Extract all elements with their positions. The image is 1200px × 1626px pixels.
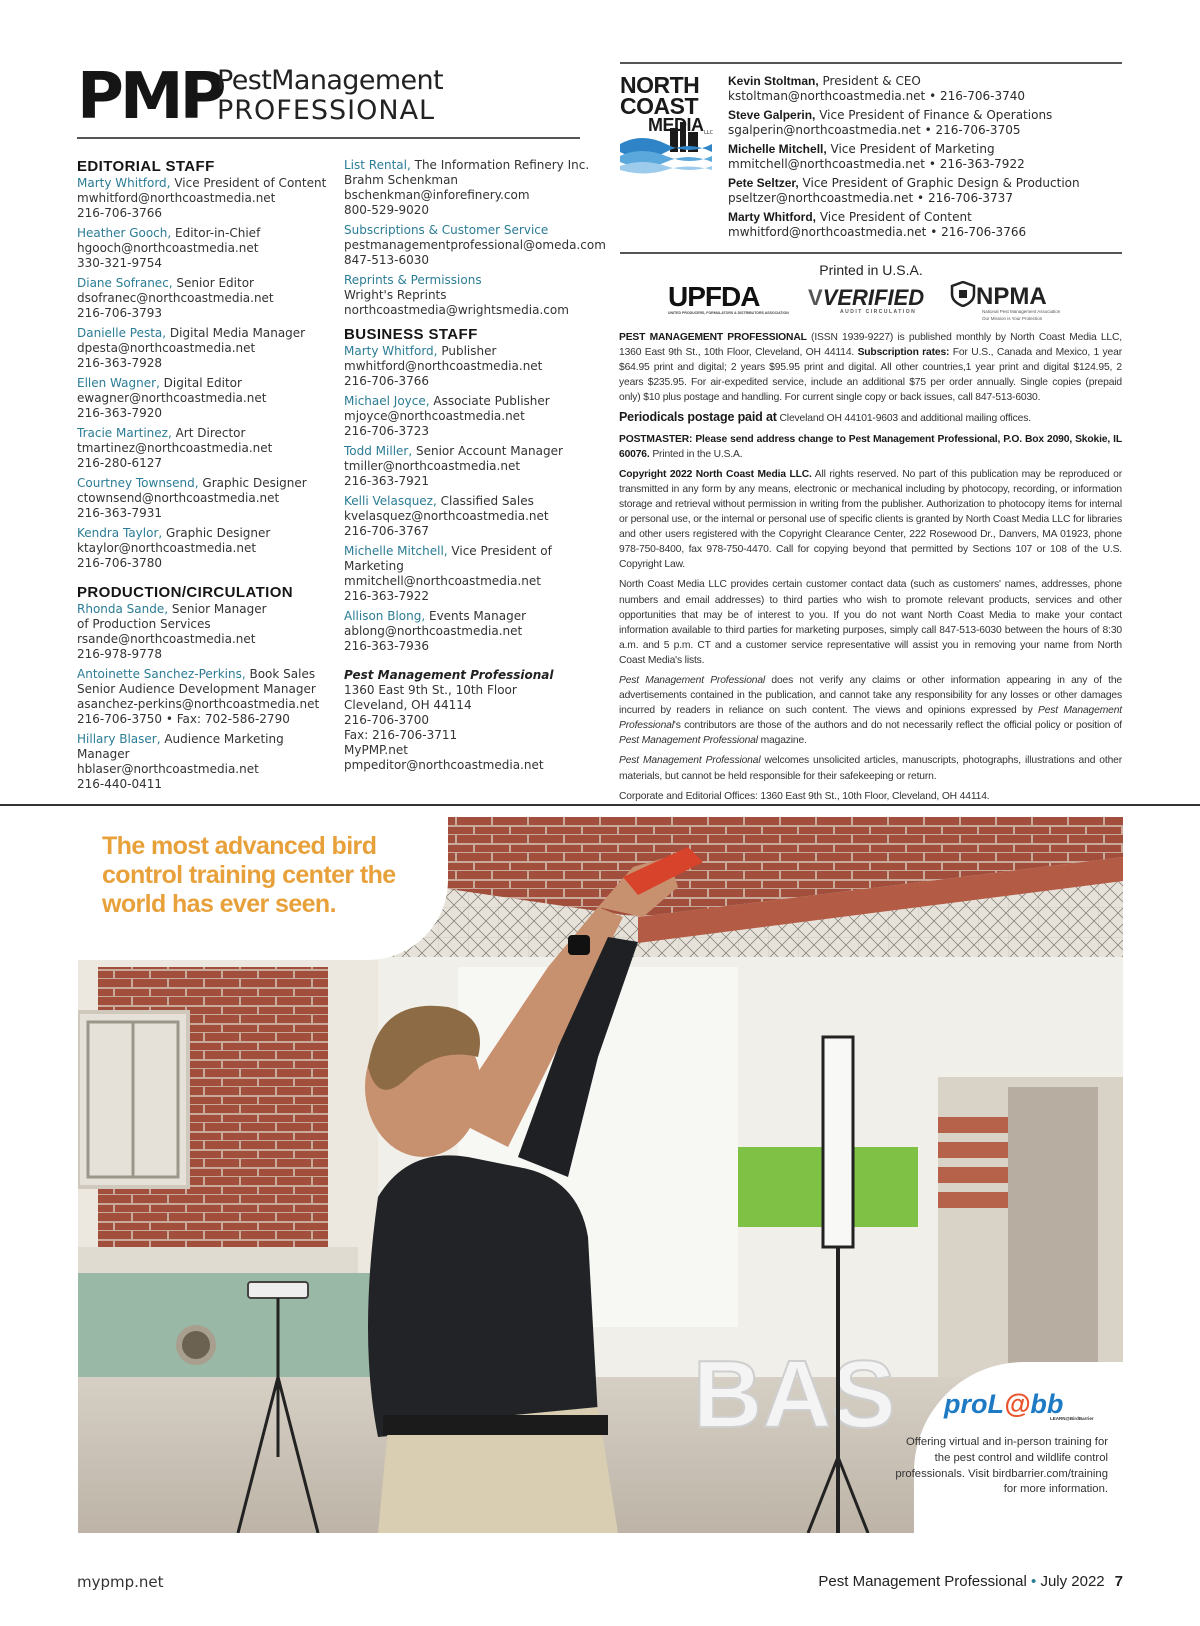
- staff-title: Senior Account Manager: [412, 444, 563, 458]
- ncm-officer-heading: [728, 74, 1123, 89]
- north-coast-media-logo: [620, 74, 715, 178]
- legal-offices: Corporate and Editorial Offices: 1360 East 9th St., 10th Floor, Cleveland, OH 44114.: [619, 790, 990, 802]
- production-entry-heading: [77, 667, 332, 682]
- editorial-entry-heading: [77, 476, 332, 491]
- staff-title: Events Manager: [425, 609, 527, 623]
- staff-column-right: [344, 158, 606, 773]
- legal-postage: Periodicals postage paid at Cleveland OH 44101-9603 and additional mailing offices.: [619, 410, 1031, 425]
- ncm-officer: [728, 210, 1123, 239]
- staff-name: Hillary Blaser,: [77, 732, 161, 746]
- staff-column-left: [77, 158, 332, 797]
- ncm-logo-word-north: NORTH: [620, 72, 700, 98]
- staff-name: Subscriptions & Customer Service: [344, 223, 549, 237]
- staff-name: Allison Blong,: [344, 609, 426, 623]
- office-line: Fax: 216-706-3711: [344, 728, 458, 742]
- services-entry: [344, 273, 594, 318]
- legal-submissions: Pest Management Professional welcomes unsolicited articles, manuscripts, photographs, illustrations and other materials, but cannot be held responsible for their safekeeping or return.: [619, 755, 1122, 782]
- production-entry-heading: [77, 732, 332, 762]
- staff-contact-line: of Production Services: [77, 617, 211, 631]
- office-line: 1360 East 9th St., 10th Floor: [344, 683, 517, 697]
- staff-name: Courtney Townsend,: [77, 476, 199, 490]
- footer-site: mypmp.net: [77, 1573, 164, 1591]
- staff-title: Editor-in-Chief: [171, 226, 261, 240]
- staff-contact-line: tmiller@northcoastmedia.net: [344, 459, 521, 473]
- verified-logo-subtitle: AUDIT CIRCULATION: [840, 309, 917, 315]
- north-coast-media-block: [620, 62, 1122, 254]
- staff-contact-line: bschenkman@inforefinery.com: [344, 188, 530, 202]
- staff-title: Graphic Designer: [198, 476, 307, 490]
- staff-contact-line: 847-513-6030: [344, 253, 430, 267]
- editorial-list: [77, 176, 332, 571]
- office-publication-name: Pest Management Professional: [344, 668, 554, 682]
- business-entry-heading: [344, 394, 594, 409]
- staff-contact-line: 216-363-7920: [77, 406, 163, 420]
- staff-name: Tracie Martinez,: [77, 426, 172, 440]
- staff-contact-line: 216-440-0411: [77, 777, 163, 791]
- editorial-entry: [77, 526, 332, 571]
- ncm-officer-name: Marty Whitford,: [728, 210, 816, 224]
- staff-name: Kendra Taylor,: [77, 526, 163, 540]
- editorial-entry-heading: [77, 276, 332, 291]
- editorial-entry-heading: [77, 426, 332, 441]
- footer-folio: [818, 1573, 1123, 1590]
- ncm-officer-contact: mwhitford@northcoastmedia.net • 216-706-3766: [728, 224, 1027, 239]
- pmp-logo-line2: PROFESSIONAL: [217, 95, 436, 126]
- staff-contact-line: northcoastmedia@wrightsmedia.com: [344, 303, 569, 317]
- editorial-entry-heading: [77, 226, 332, 241]
- staff-name: Kelli Velasquez,: [344, 494, 437, 508]
- editorial-entry-heading: [77, 176, 332, 191]
- staff-contact-line: 216-706-3767: [344, 524, 430, 538]
- upfda-logo: [668, 281, 789, 315]
- ncm-officer-title: Vice President of Marketing: [826, 142, 995, 156]
- ncm-officer-name: Pete Seltzer,: [728, 176, 799, 190]
- staff-contact-line: rsande@northcoastmedia.net: [77, 632, 256, 646]
- staff-contact-line: mmitchell@northcoastmedia.net: [344, 574, 541, 588]
- services-entry-heading: [344, 223, 594, 238]
- business-entry: [344, 394, 594, 439]
- footer-publication: Pest Management Professional: [818, 1573, 1027, 1590]
- staff-contact-line: 216-363-7931: [77, 506, 163, 520]
- prolabb-logo-at: @: [1004, 1389, 1031, 1419]
- ncm-logo-word-media: MEDIA: [648, 115, 704, 135]
- ncm-officer-heading: [728, 210, 1123, 225]
- staff-contact-line: hblaser@northcoastmedia.net: [77, 762, 259, 776]
- ad-info-text: Offering virtual and in-person training for the pest control and wildlife control professionals. Visit birdbarrier.com/training for more information.: [895, 1436, 1108, 1496]
- ncm-officer-title: Vice President of Graphic Design & Production: [798, 176, 1080, 190]
- staff-title: Publisher: [437, 344, 497, 358]
- footer-date: July 2022: [1040, 1573, 1105, 1590]
- staff-contact-line: 216-363-7922: [344, 589, 430, 603]
- editorial-entry-heading: [77, 326, 332, 341]
- staff-contact-line: 216-363-7936: [344, 639, 430, 653]
- ncm-officer-name: Steve Galperin,: [728, 108, 816, 122]
- publication-legal-notice: [619, 330, 1122, 809]
- staff-title: Digital Editor: [159, 376, 242, 390]
- staff-contact-line: ewagner@northcoastmedia.net: [77, 391, 267, 405]
- staff-contact-line: tmartinez@northcoastmedia.net: [77, 441, 273, 455]
- staff-title: Associate Publisher: [429, 394, 550, 408]
- services-entry-heading: [344, 273, 594, 288]
- ncm-officer-contact: kstoltman@northcoastmedia.net • 216-706-3740: [728, 88, 1025, 103]
- editorial-entry: [77, 326, 332, 371]
- business-list: [344, 344, 594, 654]
- legal-postmaster: POSTMASTER: Please send address change to Pest Management Professional, P.O. Box 2090, Skokie, IL 60076. Printed in the U.S.A.: [619, 433, 1122, 460]
- staff-contact-line: 800-529-9020: [344, 203, 430, 217]
- ncm-officer: [728, 108, 1123, 137]
- staff-name: Heather Gooch,: [77, 226, 172, 240]
- production-list: [77, 602, 332, 792]
- staff-contact-line: Brahm Schenkman: [344, 173, 459, 187]
- staff-name: Michelle Mitchell,: [344, 544, 448, 558]
- office-line: 216-706-3700: [344, 713, 430, 727]
- editorial-entry: [77, 226, 332, 271]
- prolabb-logo-pro: pro: [944, 1389, 988, 1419]
- ncm-officer-heading: [728, 108, 1123, 123]
- ncm-officer-heading: [728, 176, 1123, 191]
- staff-contact-line: ctownsend@northcoastmedia.net: [77, 491, 280, 505]
- office-line: Cleveland, OH 44114: [344, 698, 472, 712]
- ncm-officer-heading: [728, 142, 1123, 157]
- business-entry: [344, 344, 594, 389]
- staff-name: Michael Joyce,: [344, 394, 430, 408]
- ncm-officer-name: Kevin Stoltman,: [728, 74, 819, 88]
- upfda-logo-subtitle: UNITED PRODUCERS, FORMULATORS & DISTRIBUTORS ASSOCIATION: [668, 311, 789, 315]
- office-line: pmpeditor@northcoastmedia.net: [344, 758, 544, 772]
- ncm-logo-word-coast: COAST: [620, 93, 698, 119]
- staff-contact-line: dpesta@northcoastmedia.net: [77, 341, 256, 355]
- staff-name: Marty Whitford,: [77, 176, 171, 190]
- npma-logo-text: NPMA: [976, 283, 1047, 310]
- staff-contact-line: mwhitford@northcoastmedia.net: [344, 359, 543, 373]
- editorial-office: [344, 668, 594, 773]
- staff-name: Antoinette Sanchez-Perkins,: [77, 667, 246, 681]
- production-heading: PRODUCTION/CIRCULATION: [77, 584, 294, 601]
- staff-contact-line: 216-706-3723: [344, 424, 430, 438]
- prolabb-advertisement: [78, 817, 1123, 1533]
- staff-contact-line: ablong@northcoastmedia.net: [344, 624, 523, 638]
- upfda-logo-text: UPFDA: [668, 281, 760, 312]
- verified-logo-text: VERIFIED: [822, 285, 925, 310]
- ncm-officer-title: President & CEO: [818, 74, 921, 88]
- editorial-entry: [77, 176, 332, 221]
- ncm-officer-title: Vice President of Finance & Operations: [815, 108, 1053, 122]
- staff-name: List Rental,: [344, 158, 411, 172]
- editorial-entry: [77, 276, 332, 321]
- services-entry-heading: [344, 158, 594, 173]
- staff-name: Marty Whitford,: [344, 344, 438, 358]
- bas-letters: BAS: [693, 1341, 896, 1448]
- legal-copyright: Copyright 2022 North Coast Media LLC. All rights reserved. No part of this publication may be reproduced or transmitted in any form by any means, electronic or mechanical including by photocopy, recording, or information storage and retrieval without permission in writing from the publisher. Authorization to photocopy items for internal or personal use, or the internal or personal use of specific clients is granted by North Coast Media LLC for libraries and other users registered with the Copyright Clearance Center, 222 Rosewood Dr., Danvers, MA 01923, phone 978-750-8400, fax 978-750-4470. Call for copying beyond that permitted by Sections 107 or 108 of the U.S. Copyright Law.: [619, 468, 1122, 571]
- staff-contact-line: asanchez-perkins@northcoastmedia.net: [77, 697, 320, 711]
- staff-contact-line: ktaylor@northcoastmedia.net: [77, 541, 257, 555]
- editorial-entry-heading: [77, 376, 332, 391]
- services-list: [344, 158, 606, 318]
- staff-title: Digital Media Manager: [166, 326, 306, 340]
- editorial-entry: [77, 376, 332, 421]
- ncm-officer-contact: mmitchell@northcoastmedia.net • 216-363-7922: [728, 156, 1025, 171]
- ncm-officers: [728, 74, 1123, 244]
- staff-contact-line: 216-363-7921: [344, 474, 430, 488]
- business-entry-heading: [344, 609, 594, 624]
- ncm-officer-title: Vice President of Content: [816, 210, 972, 224]
- ncm-officer-contact: pseltzer@northcoastmedia.net • 216-706-3737: [728, 190, 1013, 205]
- staff-title: Audience Marketing Manager: [77, 732, 284, 761]
- business-entry: [344, 444, 594, 489]
- production-entry: [77, 732, 332, 792]
- business-entry: [344, 609, 594, 654]
- legal-disclaimer: Pest Management Professional does not verify any claims or other information appearing in any of the advertisements contained in the publication, and cannot take any responsibility for any losses or other damages incurred by readers in reliance on such content. The views and opinions expressed by Pest Management Professional's contributors are those of the authors and do not necessarily reflect the official policy or position of Pest Management Professional magazine.: [619, 674, 1122, 747]
- office-lines: [344, 683, 594, 773]
- npma-logo: [950, 281, 1061, 321]
- business-entry-heading: [344, 344, 594, 359]
- staff-contact-line: dsofranec@northcoastmedia.net: [77, 291, 274, 305]
- production-entry: [77, 602, 332, 662]
- prolabb-logo-bb: bb: [1030, 1389, 1064, 1419]
- ncm-logo-llc: LLC: [704, 130, 714, 136]
- staff-name: Ellen Wagner,: [77, 376, 160, 390]
- association-logos: [660, 281, 1100, 325]
- verified-logo: [808, 285, 925, 315]
- staff-title: Art Director: [171, 426, 246, 440]
- ncm-officer: [728, 176, 1123, 205]
- npma-logo-subtitle: National Pest Management Association: [982, 309, 1061, 314]
- production-entry-heading: [77, 602, 332, 617]
- pmp-logo-line1: PestManagement: [217, 65, 444, 96]
- editorial-entry: [77, 476, 332, 521]
- staff-contact-line: 216-978-9778: [77, 647, 163, 661]
- legal-privacy: North Coast Media LLC provides certain customer contact data (such as customers' names, addresses, phone numbers and email addresses) to third parties who wish to promote relevant products, services and other opportunities that may be of interest to you. If you do not want North Coast Media to make your contact information available to third parties for marketing purposes, simply call 847-513-6030 between the hours of 8:30 a.m. and 5 p.m. CT and a customer service representative will assist you in removing your name from North Coast Media's lists.: [619, 579, 1122, 666]
- services-entry: [344, 223, 606, 268]
- staff-name: Todd Miller,: [344, 444, 413, 458]
- services-entry: [344, 158, 594, 218]
- editorial-heading: EDITORIAL STAFF: [77, 158, 215, 175]
- staff-contact-line: kvelasquez@northcoastmedia.net: [344, 509, 549, 523]
- business-entry-heading: [344, 494, 594, 509]
- staff-contact-line: mwhitford@northcoastmedia.net: [77, 191, 276, 205]
- footer-page-number: 7: [1114, 1573, 1123, 1590]
- staff-name: Rhonda Sande,: [77, 602, 169, 616]
- staff-title: Book Sales: [245, 667, 316, 681]
- headline-bubble: [78, 817, 448, 960]
- staff-title: Graphic Designer: [162, 526, 271, 540]
- staff-name: Reprints & Permissions: [344, 273, 482, 287]
- verified-check-icon: V: [808, 285, 823, 310]
- production-entry: [77, 667, 332, 727]
- legal-publication-info: PEST MANAGEMENT PROFESSIONAL (ISSN 1939-9227) is published monthly by North Coast Media LLC, 1360 East 9th St., 10th Floor, Cleveland, OH 44114. Subscription rates: For U.S., Canada and Mexico, 1 year $64.95 print and digital; 2 years $95.95 print and digital. All other countries,1 year print and digital $124.95, 2 years $235.95. For air-expedited service, include an additional $75 per order annually. Single copies (prepaid only) $10 plus postage and handling. For current single copy or back issues, call 847-513-6030.: [619, 332, 1122, 404]
- staff-contact-line: 330-321-9754: [77, 256, 163, 270]
- page-divider: [0, 804, 1200, 806]
- prolabb-logo-l: L: [987, 1389, 1004, 1419]
- pmp-logo-letters: PMP: [77, 60, 223, 134]
- ncm-officer-name: Michelle Mitchell,: [728, 142, 827, 156]
- ncm-officer: [728, 142, 1123, 171]
- business-entry-heading: [344, 444, 594, 459]
- editorial-entry-heading: [77, 526, 332, 541]
- staff-contact-line: 216-706-3750 • Fax: 702-586-2790: [77, 712, 290, 726]
- business-entry: [344, 494, 594, 539]
- pmp-masthead: [77, 60, 580, 139]
- business-entry-heading: [344, 544, 594, 574]
- printed-in-usa: Printed in U.S.A.: [819, 262, 923, 278]
- office-line: MyPMP.net: [344, 743, 408, 757]
- business-heading: BUSINESS STAFF: [344, 326, 478, 343]
- npma-logo-tagline: Our Mission is Your Protection: [982, 316, 1043, 321]
- staff-title: Vice President of Content: [170, 176, 327, 190]
- staff-contact-line: pestmanagementprofessional@omeda.com: [344, 238, 606, 252]
- prolabb-logo: [944, 1389, 1114, 1423]
- staff-contact-line: 216-706-3766: [77, 206, 163, 220]
- staff-name: Danielle Pesta,: [77, 326, 167, 340]
- editorial-entry: [77, 426, 332, 471]
- staff-contact-line: 216-280-6127: [77, 456, 163, 470]
- staff-title: Senior Manager: [168, 602, 267, 616]
- staff-name: Diane Sofranec,: [77, 276, 173, 290]
- staff-title: Vice President of Marketing: [344, 544, 552, 573]
- business-entry: [344, 544, 594, 604]
- staff-contact-line: Senior Audience Development Manager: [77, 682, 316, 696]
- prolabb-logo-tagline: LEARN@BirdBarrier: [1050, 1416, 1094, 1421]
- staff-title: Senior Editor: [172, 276, 254, 290]
- staff-contact-line: 216-706-3766: [344, 374, 430, 388]
- staff-title: The Information Refinery Inc.: [410, 158, 590, 172]
- ad-headline: The most advanced bird control training center the world has ever seen.: [102, 832, 396, 918]
- staff-contact-line: hgooch@northcoastmedia.net: [77, 241, 259, 255]
- footer-separator: •: [1026, 1573, 1041, 1590]
- npma-shield-icon: [950, 281, 976, 307]
- staff-contact-line: 216-706-3793: [77, 306, 163, 320]
- staff-contact-line: 216-363-7928: [77, 356, 163, 370]
- ncm-officer-contact: sgalperin@northcoastmedia.net • 216-706-3705: [728, 122, 1021, 137]
- ncm-officer: [728, 74, 1123, 103]
- staff-contact-line: 216-706-3780: [77, 556, 163, 570]
- staff-title: Classified Sales: [436, 494, 534, 508]
- staff-contact-line: Wright's Reprints: [344, 288, 447, 302]
- staff-contact-line: mjoyce@northcoastmedia.net: [344, 409, 525, 423]
